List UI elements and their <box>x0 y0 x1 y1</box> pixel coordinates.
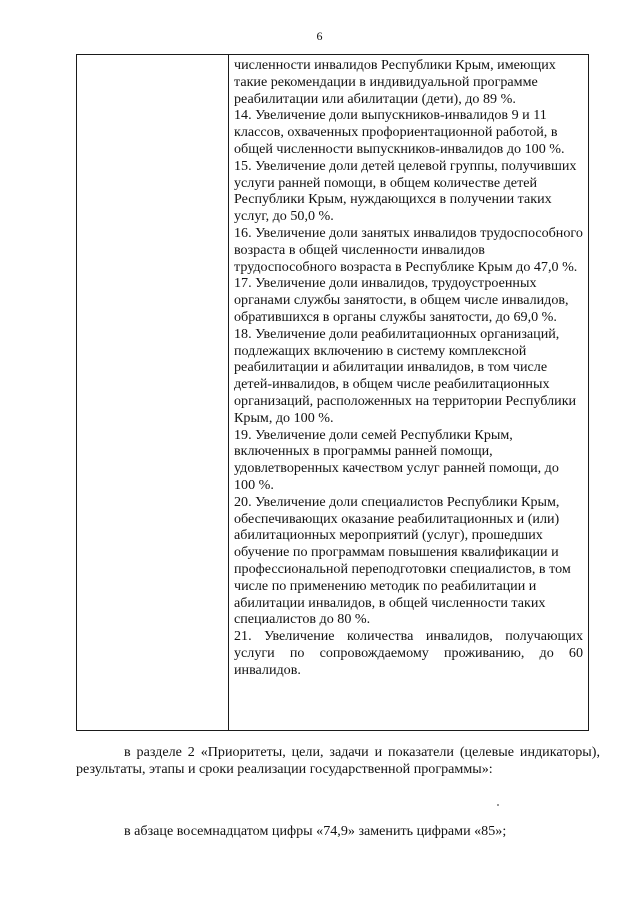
indicator-item: 15. Увеличение доли детей целевой группы, получивших услуги ранней помощи, в общем количестве детей Республики Крым, нуждающихся в получении таких услуг, до 50,0 %. <box>234 157 577 225</box>
scan-speck <box>497 804 499 806</box>
indicators-table <box>76 54 589 731</box>
indicator-item: 18. Увеличение доли реабилитационных организаций, подлежащих включению в систему комплексной реабилитации и абилитации инвалидов, в том числе детей-инвалидов, в общем числе реабилитационных организаций, расположенных на территории Республики Крым, до 100 %. <box>234 325 577 426</box>
section-change-tail: программы»: <box>413 761 493 778</box>
indicator-item: 17. Увеличение доли инвалидов, трудоустроенных органами службы занятости, в общем числе инвалидов, обратившихся в органы службы занятости, до 69,0 %. <box>234 275 569 325</box>
table-left-cell <box>77 55 229 730</box>
indicator-item: 21. Увеличение количества инвалидов, получающих услуги по сопровождаемому проживанию, до 60 инвалидов. <box>234 628 583 678</box>
table-right-cell <box>229 55 588 730</box>
indicator-item: 16. Увеличение доли занятых инвалидов трудоспособного возраста в общей численности инвалидов трудоспособного возраста в Республике Крым до 47,0 %. <box>234 224 583 275</box>
section-change-paragraph <box>76 744 600 779</box>
section-change-main: в разделе 2 «Приоритеты, цели, задачи и показатели (целевые индикаторы), результаты, этапы и сроки реализации государственной <box>76 744 600 778</box>
page-number: 6 <box>316 29 323 43</box>
indicator-item: 14. Увеличение доли выпускников-инвалидов 9 и 11 классов, охваченных профориентационной работой, в общей численности выпускников-инвалидов до 100 %. <box>234 107 565 157</box>
indicator-item: 19. Увеличение доли семей Республики Крым, включенных в программы ранней помощи, удовлетворенных качеством услуг ранней помощи, до 100 %. <box>234 426 559 493</box>
figure-replacement-paragraph: в абзаце восемнадцатом цифры «74,9» заменить цифрами «85»; <box>124 823 507 839</box>
indicator-item: численности инвалидов Республики Крым, имеющих такие рекомендации в индивидуальной программе реабилитации или абилитации (дети), до 89 %. <box>234 57 556 107</box>
indicator-item: 20. Увеличение доли специалистов Республики Крым, обеспечивающих оказание реабилитационных и (или) абилитационных мероприятий (услуг), прошедших обучение по программам повышения квалификации и профессиональной переподготовки специалистов, в том числе по применению методик по реабилитации и абилитации инвалидов, в общей численности таких специалистов до 80 %. <box>234 493 571 628</box>
